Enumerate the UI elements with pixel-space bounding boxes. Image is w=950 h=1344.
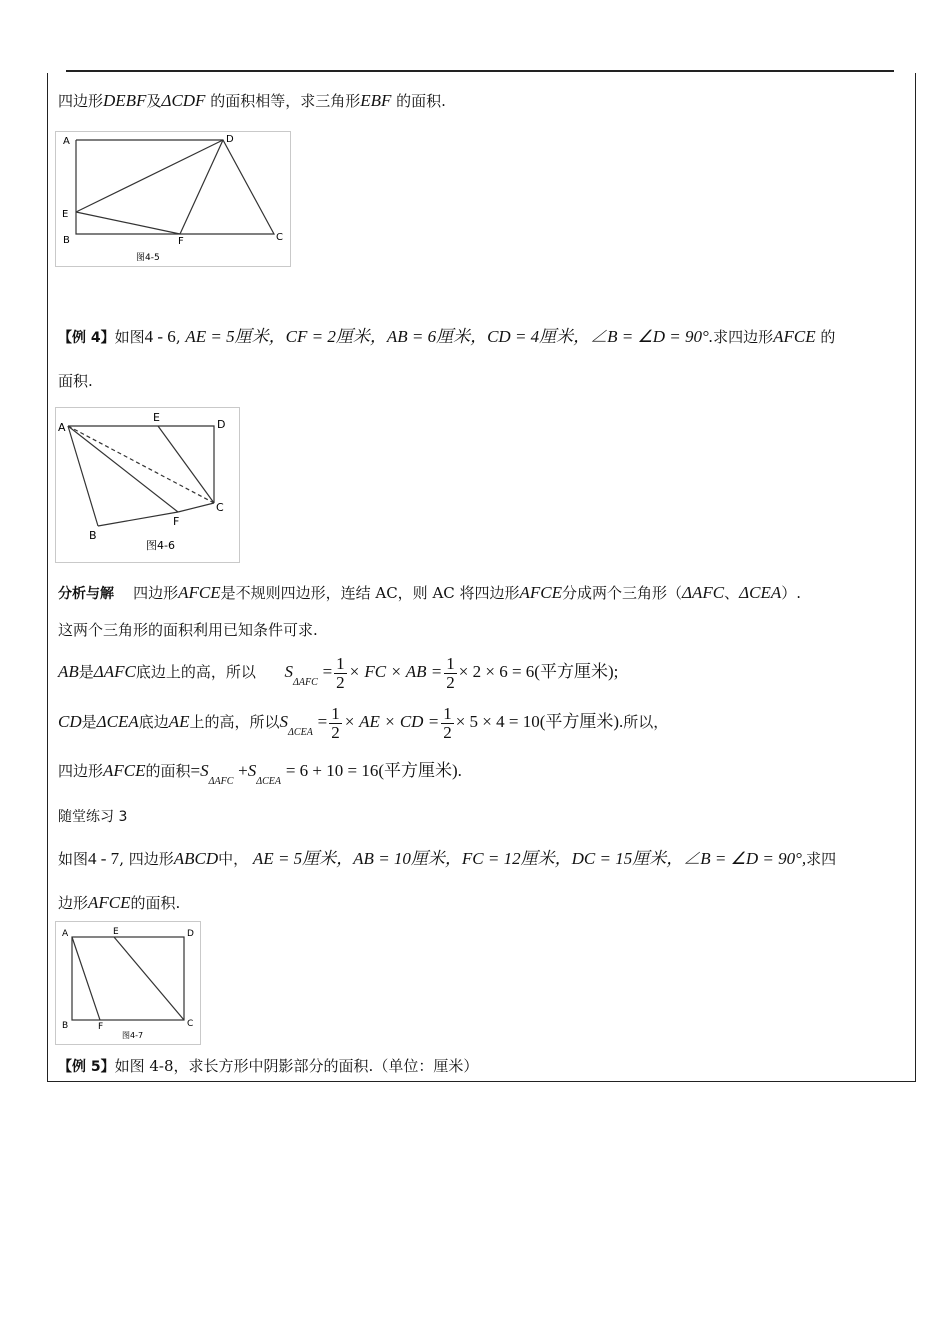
- math: ABCD: [173, 849, 219, 868]
- math: AE: [168, 712, 190, 731]
- numerator: 1: [443, 703, 452, 723]
- math-debf: DEBF: [103, 91, 147, 110]
- text: 的面积.: [130, 894, 181, 912]
- header-rule: [66, 70, 894, 72]
- math-s: S: [247, 761, 257, 780]
- text: 如图: [58, 850, 89, 868]
- label-A: A: [58, 421, 66, 434]
- figure-4-7-lines: [72, 937, 184, 1020]
- fraction: [444, 655, 457, 692]
- condition: CF = 2厘米，: [285, 327, 387, 346]
- label-F: F: [173, 515, 180, 528]
- subscript: ΔAFC: [208, 776, 234, 787]
- math: × AE × CD =: [343, 712, 440, 731]
- practice-title: 随堂练习 3: [58, 809, 128, 825]
- math: AB: [58, 662, 79, 681]
- condition: DC = 15厘米，: [571, 849, 684, 868]
- math: ΔCEA: [739, 583, 782, 602]
- label-C: C: [216, 501, 224, 514]
- text: 的面积: [145, 762, 191, 780]
- condition: AB = 6厘米，: [386, 327, 488, 346]
- label-C: C: [276, 232, 283, 243]
- subscript: ΔCEA: [256, 776, 282, 787]
- math: AFCE: [88, 893, 131, 912]
- label-D: D: [226, 134, 234, 145]
- result: × 5 × 4 = 10(平方厘米).: [455, 712, 624, 731]
- example-4-line1: [58, 326, 835, 349]
- label-C: C: [187, 1019, 194, 1029]
- subscript: ΔCEA: [288, 727, 313, 738]
- label-A: A: [62, 929, 69, 939]
- text: 四边形: [58, 762, 104, 780]
- math-ebf: EBF: [360, 91, 392, 110]
- intro-text: 的面积.: [391, 92, 446, 110]
- numerator: 1: [446, 653, 455, 673]
- label-E: E: [113, 927, 119, 937]
- condition: ∠B = ∠D = 90°.: [590, 327, 714, 346]
- denominator: 2: [443, 722, 452, 742]
- math-s: S: [284, 662, 294, 681]
- figure-ref: 4 - 6: [144, 327, 176, 346]
- text: 是: [78, 663, 94, 681]
- numerator: 1: [331, 703, 340, 723]
- analysis-line1: [58, 582, 801, 605]
- label-F: F: [178, 236, 184, 247]
- fraction: [334, 655, 347, 692]
- text: 底边: [138, 713, 169, 731]
- text: 分成两个三角形（: [562, 584, 683, 602]
- text: 、: [724, 584, 740, 602]
- math: ΔAFC: [682, 583, 725, 602]
- figure-4-6: [55, 407, 240, 563]
- label-E: E: [153, 411, 160, 424]
- practice-line1: [58, 848, 836, 870]
- analysis-line2: 这两个三角形的面积利用已知条件可求.: [58, 621, 318, 639]
- text: 求四: [806, 850, 837, 868]
- intro-line: [58, 90, 446, 112]
- fraction: [329, 705, 342, 742]
- condition: FC = 12厘米，: [461, 849, 572, 868]
- math-s: S: [200, 761, 209, 780]
- denominator: 2: [331, 722, 340, 742]
- label-B: B: [62, 1021, 69, 1031]
- condition: ∠B = ∠D = 90°,: [683, 849, 807, 868]
- equals: =: [317, 712, 328, 731]
- text: 所以，: [623, 713, 669, 731]
- text: 中，: [218, 850, 249, 868]
- plus: +: [238, 761, 248, 780]
- result: × 2 × 6 = 6(平方厘米);: [458, 662, 619, 681]
- subscript: ΔAFC: [293, 677, 318, 688]
- text: 边形: [58, 894, 89, 912]
- figure-4-7: [55, 921, 201, 1045]
- text: 四边形: [133, 584, 179, 602]
- analysis-line4: [58, 702, 668, 742]
- practice-line2: [58, 892, 180, 914]
- figure-4-6-lines: [68, 426, 214, 526]
- text: , 四边形: [119, 850, 174, 868]
- analysis-line5: [58, 760, 462, 785]
- intro-text: 的面积相等，求三角形: [205, 92, 361, 110]
- math: ΔCEA: [96, 712, 139, 731]
- example-tag: 【例 5】: [58, 1059, 115, 1075]
- math: ΔAFC: [93, 662, 136, 681]
- label-B: B: [63, 235, 70, 246]
- figure-caption: 图4-7: [122, 1031, 144, 1040]
- intro-text: 四边形: [58, 92, 104, 110]
- denominator: 2: [336, 672, 345, 692]
- figure-caption: 图4-5: [136, 253, 160, 263]
- text: 如图: [114, 328, 145, 346]
- math-cdf: ΔCDF: [161, 91, 206, 110]
- example-5-line: [58, 1055, 478, 1078]
- text: 如图 4-8，求长方形中阴影部分的面积.（单位：厘米）: [114, 1057, 479, 1075]
- condition: CD = 4厘米，: [487, 327, 591, 346]
- fraction: [441, 705, 454, 742]
- math: AFCE: [519, 583, 563, 602]
- label-D: D: [217, 418, 226, 431]
- text: 是不规则四边形，连结 AC，则 AC 将四边形: [220, 584, 520, 602]
- text: 底边上的高，所以: [135, 663, 256, 681]
- denominator: 2: [446, 672, 455, 692]
- math: AFCE: [103, 761, 146, 780]
- text: 上的高，所以: [189, 713, 280, 731]
- figure-caption: 图4-6: [146, 539, 175, 552]
- label-A: A: [63, 136, 70, 147]
- math: AFCE: [178, 583, 221, 602]
- text: 的: [815, 328, 836, 346]
- math-afce: AFCE: [773, 327, 816, 346]
- intro-text: 及: [146, 92, 162, 110]
- text: ,: [175, 328, 181, 346]
- math: × FC × AB =: [348, 662, 443, 681]
- text: 是: [81, 713, 97, 731]
- example-4-line2: 面积.: [58, 372, 93, 390]
- figure-4-5-lines: [76, 140, 274, 234]
- math: CD: [58, 712, 82, 731]
- label-D: D: [187, 929, 194, 939]
- example-tag: 【例 4】: [58, 330, 115, 346]
- figure-ref: 4 - 7: [88, 849, 120, 868]
- math-s: S: [279, 712, 289, 731]
- equals: =: [190, 761, 201, 780]
- analysis-line3: [58, 652, 618, 692]
- numerator: 1: [336, 653, 345, 673]
- text: 求四边形: [713, 328, 774, 346]
- condition: AE = 5厘米，: [185, 327, 286, 346]
- label-F: F: [98, 1022, 104, 1032]
- condition: AB = 10厘米，: [353, 849, 462, 868]
- result: = 6 + 10 = 16(平方厘米).: [285, 761, 462, 780]
- figure-4-5: [55, 131, 291, 267]
- label-B: B: [89, 529, 97, 542]
- condition: AE = 5厘米，: [252, 849, 354, 868]
- equals: =: [322, 662, 333, 681]
- label-E: E: [62, 209, 69, 220]
- analysis-tag: 分析与解: [58, 586, 114, 602]
- text: ）.: [781, 584, 802, 602]
